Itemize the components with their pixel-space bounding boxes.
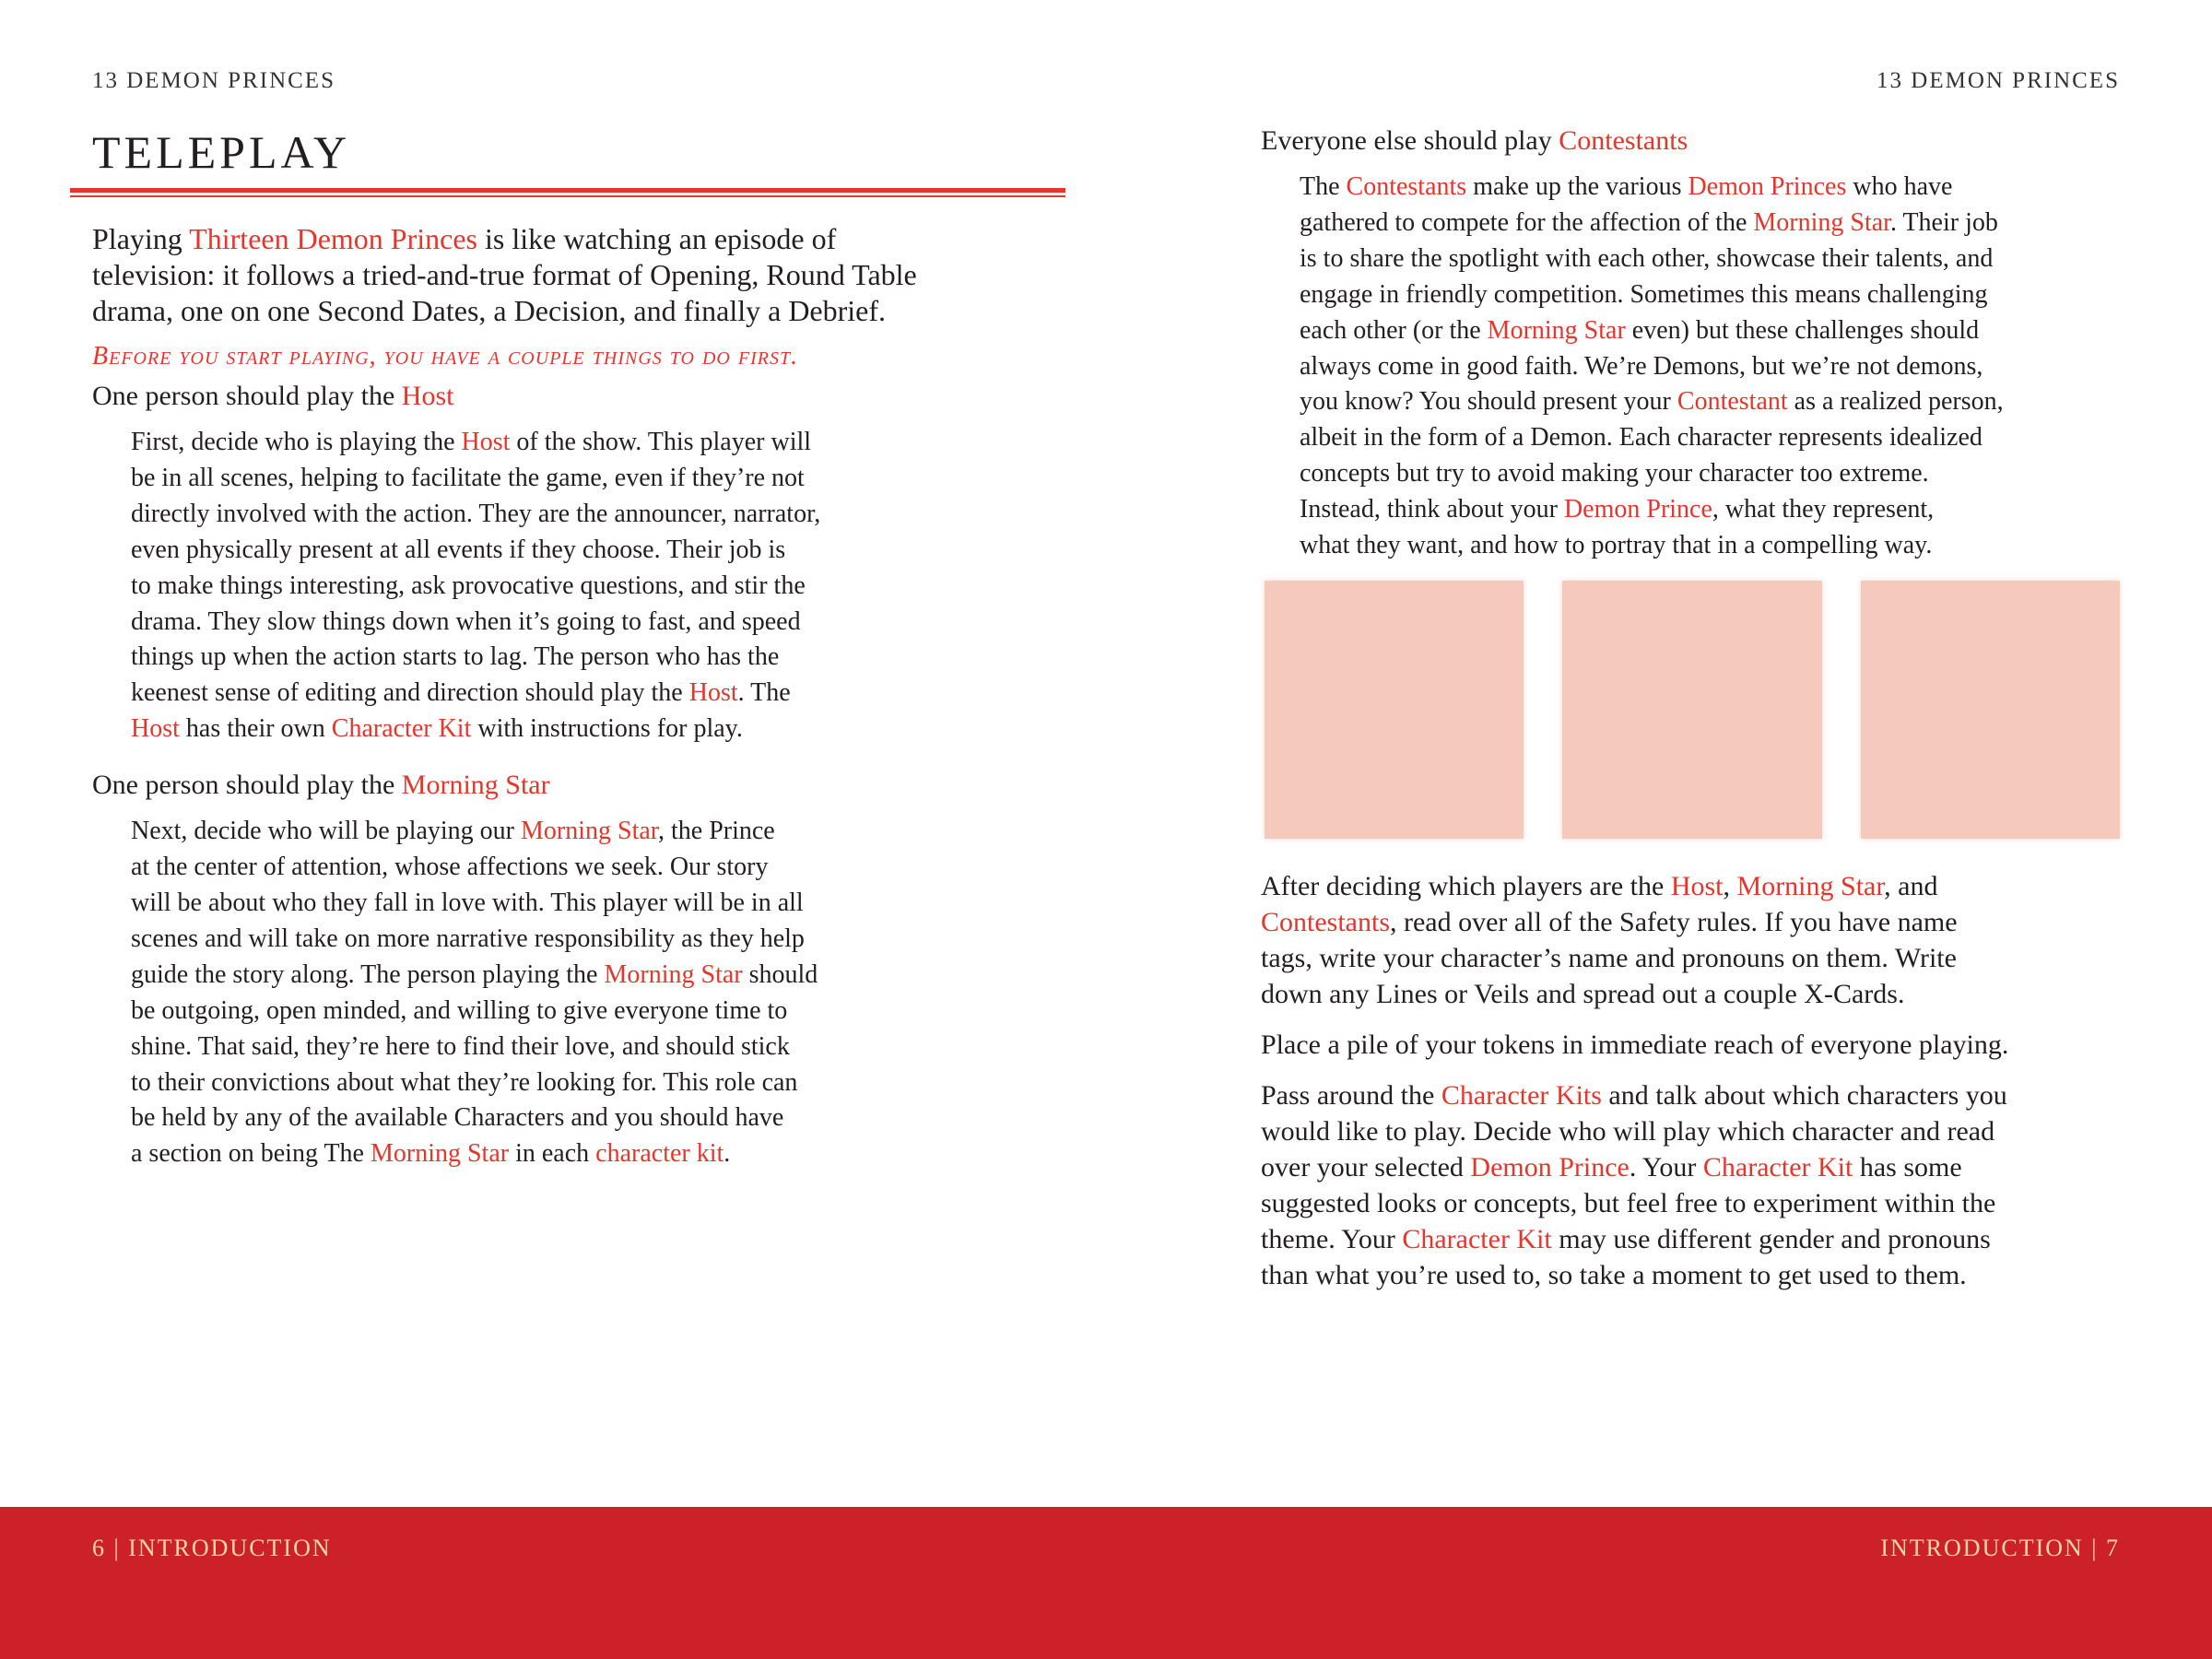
text-line: [1300, 384, 2111, 420]
highlight-term: Morning Star: [604, 959, 743, 989]
text-line: [131, 533, 942, 569]
text-run: down any Lines or Veils and spread out a couple X-Cards.: [1261, 978, 1905, 1009]
text-run: as a realized person,: [1787, 387, 2004, 417]
text-run: things up when the action starts to lag. The person who has the: [131, 642, 780, 672]
text-run: theme. Your: [1261, 1223, 1403, 1254]
text-line: [1300, 420, 2111, 456]
highlight-term: Host: [461, 428, 511, 456]
text-run: Playing: [92, 222, 190, 255]
text-run: will be about who they fall in love with. This player will be in all: [131, 888, 804, 917]
tokens-paragraph: [1261, 1027, 2120, 1063]
highlight-term: Host: [131, 714, 180, 744]
text-line: [1261, 976, 2120, 1012]
text-run: you know? You should present your: [1300, 387, 1677, 417]
intro-paragraph: [92, 221, 959, 329]
highlight-term: Character Kit: [331, 714, 472, 744]
text-line: [131, 1030, 942, 1065]
text-line: [1261, 1113, 2120, 1149]
contestants-heading: [1261, 124, 2120, 159]
text-run: , what they represent,: [1712, 495, 1935, 524]
highlight-term: Character Kit: [1402, 1223, 1552, 1254]
text-run: make up the various: [1466, 172, 1688, 201]
highlight-term: Thirteen Demon Princes: [189, 222, 477, 255]
character-kits-paragraph: [1261, 1077, 2120, 1293]
text-line: [1300, 277, 2111, 313]
running-header-left: 13 DEMON PRINCES: [92, 68, 335, 93]
text-run: over your selected: [1261, 1151, 1471, 1182]
image-placeholder: [1562, 581, 1821, 839]
text-line: [1300, 349, 2111, 385]
text-line: [131, 425, 942, 461]
text-run: Pass around the: [1261, 1079, 1441, 1111]
text-run: The: [1300, 172, 1347, 201]
text-run: be outgoing, open minded, and willing to give everyone time to: [131, 995, 788, 1025]
highlight-term: Contestant: [1677, 387, 1788, 417]
text-line: [1261, 940, 2120, 976]
text-run: First, decide who is playing the: [131, 428, 462, 456]
highlight-term: Contestants: [1346, 172, 1467, 201]
text-run: .: [724, 1139, 731, 1169]
highlight-term: character kit: [595, 1139, 724, 1169]
text-run: Everyone else should play: [1261, 125, 1559, 156]
highlight-term: Morning Star: [1736, 870, 1885, 901]
text-run: . Your: [1629, 1151, 1703, 1182]
image-placeholder: [1265, 581, 1524, 839]
morning-star-heading: [92, 768, 977, 803]
text-run: One person should play the: [92, 381, 402, 411]
text-line: [131, 886, 942, 922]
text-line: [1300, 456, 2111, 492]
text-run: , the Prince: [658, 817, 775, 846]
text-run: has some: [1853, 1151, 1962, 1182]
text-line: [1261, 1149, 2120, 1185]
text-run: should: [742, 959, 818, 989]
text-line: [131, 1100, 942, 1136]
text-run: . The: [737, 678, 791, 708]
text-run: . Their job: [1889, 207, 1998, 237]
text-line: [131, 497, 942, 533]
highlight-term: Contestants: [1559, 125, 1688, 156]
text-run: guide the story along. The person playing the: [131, 959, 605, 989]
text-run: engage in friendly competition. Sometimes this means challenging: [1300, 279, 1988, 309]
highlight-term: Character Kit: [1702, 1151, 1853, 1182]
text-line: [1300, 528, 2111, 564]
left-page: [92, 120, 977, 1172]
footer-bar: [0, 1507, 2212, 1659]
text-line: [131, 922, 942, 958]
text-line: [131, 569, 942, 605]
text-line: [131, 850, 942, 886]
host-heading: [92, 379, 977, 414]
text-line: [1300, 206, 2111, 241]
text-line: [1300, 170, 2111, 206]
text-run: to make things interesting, ask provocative questions, and stir the: [131, 571, 806, 600]
highlight-term: Contestants: [1261, 906, 1390, 937]
highlight-term: Demon Prince: [1563, 495, 1712, 524]
text-line: [1300, 241, 2111, 277]
text-line: [131, 461, 942, 497]
text-run: One person should play the: [92, 770, 402, 801]
text-line: [1261, 868, 2120, 904]
text-run: be in all scenes, helping to facilitate the game, even if they’re not: [131, 463, 805, 492]
text-run: After deciding which players are the: [1261, 870, 1671, 901]
text-run: at the center of attention, whose affections we seek. Our story: [131, 853, 769, 882]
page-title: TELEPLAY: [92, 126, 351, 178]
text-line: [131, 1136, 942, 1172]
highlight-term: Morning Star: [401, 770, 550, 801]
text-line: [1261, 1077, 2120, 1113]
callout-heading: Before you start playing, you have a couple things to do first.: [92, 342, 799, 371]
text-run: concepts but try to avoid making your character too extreme.: [1300, 459, 1929, 488]
text-run: in each: [509, 1139, 596, 1169]
text-run: Instead, think about your: [1300, 495, 1564, 524]
text-run: Next, decide who will be playing our: [131, 817, 522, 846]
text-run: always come in good faith. We’re Demons, but we’re not demons,: [1300, 351, 1983, 381]
text-run: would like to play. Decide who will play which character and read: [1261, 1115, 1995, 1147]
morning-star-description: [131, 814, 942, 1172]
text-run: , and: [1884, 870, 1938, 901]
text-line: [131, 958, 942, 994]
text-run: tags, write your character’s name and pronouns on them. Write: [1261, 942, 1957, 973]
text-run: a section on being The: [131, 1139, 371, 1169]
text-line: [1261, 904, 2120, 940]
highlight-term: Host: [1670, 870, 1724, 901]
text-line: [131, 605, 942, 641]
text-run: and talk about which characters you: [1601, 1079, 2007, 1111]
image-placeholder: [1861, 581, 2120, 839]
text-run: directly involved with the action. They are the announcer, narrator,: [131, 499, 821, 528]
highlight-term: Demon Prince: [1470, 1151, 1630, 1182]
text-line: [131, 994, 942, 1030]
text-run: be held by any of the available Characters and you should have: [131, 1103, 784, 1133]
text-line: [1261, 1185, 2120, 1221]
text-run: has their own: [179, 714, 332, 744]
text-line: [131, 814, 942, 850]
text-run: albeit in the form of a Demon. Each character represents idealized: [1300, 423, 1983, 453]
text-line: [131, 640, 942, 676]
text-line: [131, 676, 942, 712]
right-page: [1261, 116, 2120, 1293]
highlight-term: Host: [688, 678, 738, 708]
highlight-term: Morning Star: [1753, 207, 1890, 237]
text-run: gathered to compete for the affection of the: [1300, 207, 1754, 237]
running-header-right: 13 DEMON PRINCES: [1877, 68, 2120, 93]
footer-right: INTRODUCTION | 7: [1880, 1535, 2120, 1561]
text-run: of the show. This player will: [510, 428, 812, 456]
text-run: who have: [1846, 172, 1953, 201]
text-run: suggested looks or concepts, but feel free to experiment within the: [1261, 1187, 1996, 1218]
highlight-term: Morning Star: [521, 817, 658, 846]
text-run: to their convictions about what they’re looking for. This role can: [131, 1067, 798, 1097]
highlight-term: Morning Star: [370, 1139, 510, 1169]
text-run: shine. That said, they’re here to find their love, and should stick: [131, 1031, 790, 1061]
host-description: [131, 425, 942, 747]
title-divider: [70, 188, 1065, 197]
text-line: [1261, 1027, 2120, 1063]
text-line: [131, 1065, 942, 1101]
text-run: what they want, and how to portray that in a compelling way.: [1300, 531, 1933, 560]
text-line: [1261, 1257, 2120, 1293]
text-run: than what you’re used to, so take a moment to get used to them.: [1261, 1259, 1967, 1290]
text-run: drama. They slow things down when it’s going to fast, and speed: [131, 606, 801, 636]
text-run: Place a pile of your tokens in immediate reach of everyone playing.: [1261, 1029, 2009, 1060]
highlight-term: Host: [401, 381, 454, 411]
highlight-term: Demon Princes: [1688, 172, 1847, 201]
image-placeholders: [1265, 581, 2120, 839]
text-run: ,: [1723, 870, 1737, 901]
text-line: [1261, 1221, 2120, 1257]
highlight-term: Character Kits: [1441, 1079, 1602, 1111]
text-run: is to share the spotlight with each other, showcase their talents, and: [1300, 243, 1994, 273]
text-run: is like watching an episode of television: it follows a tried-and-true format of Opening, Round Table drama, one on one Second Dates, a Decision, and finally a Debrief.: [92, 222, 917, 327]
safety-paragraph: [1261, 868, 2120, 1012]
text-run: even) but these challenges should: [1625, 315, 1980, 345]
text-run: , read over all of the Safety rules. If you have name: [1390, 906, 1958, 937]
text-line: [131, 712, 942, 747]
text-run: keenest sense of editing and direction should play the: [131, 678, 689, 708]
text-line: [1300, 492, 2111, 528]
text-run: even physically present at all events if they choose. Their job is: [131, 535, 786, 564]
highlight-term: Morning Star: [1487, 315, 1626, 345]
text-run: each other (or the: [1300, 315, 1488, 345]
text-line: [1300, 313, 2111, 349]
contestants-description: [1300, 170, 2111, 564]
footer-left: 6 | INTRODUCTION: [92, 1535, 332, 1561]
text-run: may use different gender and pronouns: [1551, 1223, 1991, 1254]
text-run: scenes and will take on more narrative responsibility as they help: [131, 924, 805, 953]
text-run: with instructions for play.: [471, 714, 743, 744]
